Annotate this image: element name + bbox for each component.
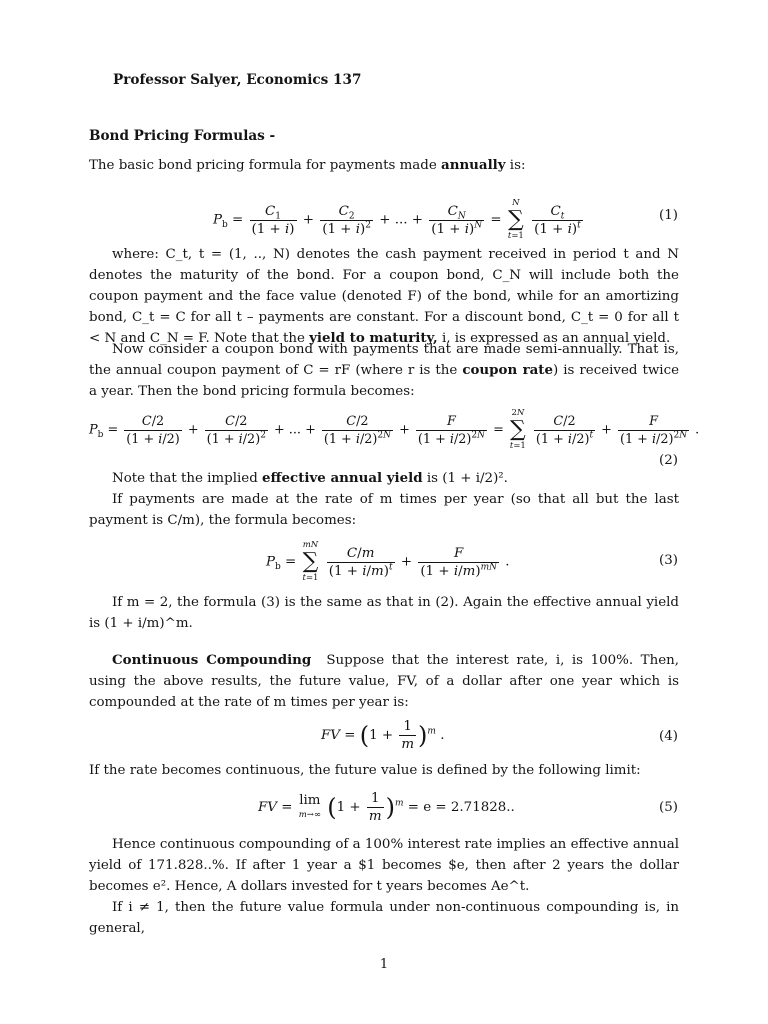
equation-1: $P_b$ = $\frac{C_1}{(1 + i)}$ + $\frac{C_2}{(1 + i)^2}$ + ... + $\frac{C_N}{(1 + i)^N}$ = N ∑ t=1 $\frac{C_t}{(1 + i)^t}$ — [213, 198, 581, 241]
effective-yield-paragraph: Note that the implied effective annual yield is (1 + i/2)². — [112, 470, 508, 486]
equation-2-number: (2) — [659, 453, 678, 468]
page-number: 1 — [379, 957, 389, 972]
equation-1-number: (1) — [659, 208, 678, 223]
semi-annual-paragraph: Now consider a coupon bond with payments that are made semi-annually. That is, the annual coupon payment of C = rF (where r is the coupon rate) is received twice a year. Then the bond pricing formula becomes: — [89, 342, 680, 399]
m-times-paragraph: If payments are made at the rate of m times per year (so that all but the last payment is C/m), the formula becomes: — [89, 492, 679, 528]
continuous-compounding-paragraph: Continuous Compounding Suppose that the interest rate, i, is 100%. Then, using the above results, the future value, FV, of a dollar after one year which is compounded at the rate of m times per year is: — [89, 652, 679, 710]
where-paragraph: where: C_t, t = (1, .., N) denotes the cash payment received in period t and N denotes the maturity of the bond. For a coupon bond, C_N will include both the coupon payment and the face value (denoted F) of the bond, while for an amortizing bond, C_t = C for all t – payments are constant. For a discount bond, C_t = 0 for all t < N and C_N = F. Note that the yield to maturity, i, is expressed as an annual yield. — [89, 247, 679, 346]
equation-3: $P_b$ = mN ∑ t=1 $\frac{C/m}{(1 + i/m)^t}$ + $\frac{F}{(1 + i/m)^{mN}}$ . — [266, 540, 510, 583]
equation-2: $P_b$ = $\frac{C/2}{(1 + i/2)}$ + $\frac{C/2}{(1 + i/2)^2}$ + ... + $\frac{C/2}{(1 + i/2)^{2N}}$ + $\frac{F}{(1 + i/2)^{2N}}$ = 2N ∑ t=1 $\frac{C/2}{(1 + i/2)^t}$ + $\frac{F}{(1 + i/2)^{2N}}$ . — [89, 408, 700, 451]
section-heading-bond-pricing: Bond Pricing Formulas - — [89, 128, 276, 144]
document-header: Professor Salyer, Economics 137 — [113, 72, 362, 88]
hence-paragraph: Hence continuous compounding of a 100% interest rate implies an effective annual yield of 171.828..%. If after 1 year a $1 becomes $e, then after 2 years the dollar becomes e². Hence, A dollars invested for t years becomes Ae^t. — [89, 837, 679, 894]
equation-4: FV = (1 + $\frac{1}{m}$ )$^m$ . — [321, 719, 445, 752]
equation-5: FV = lim m→∞ (1 + $\frac{1}{m}$ )$^m$ = e = 2.71828.. — [258, 791, 515, 824]
equation-3-number: (3) — [659, 553, 678, 568]
equation-4-number: (4) — [659, 729, 678, 744]
closing-paragraph: If i ≠ 1, then the future value formula under non-continuous compounding is, in general, — [89, 900, 679, 936]
equation-5-number: (5) — [659, 800, 678, 815]
limit-paragraph: If the rate becomes continuous, the future value is defined by the following limit: — [89, 763, 641, 778]
intro-paragraph: The basic bond pricing formula for payments made annually is: — [89, 157, 526, 173]
m-equals-2-paragraph: If m = 2, the formula (3) is the same as that in (2). Again the effective annual yield is (1 + i/m)^m. — [89, 595, 679, 631]
equation-5-value: = e = 2.71828.. — [407, 800, 515, 815]
